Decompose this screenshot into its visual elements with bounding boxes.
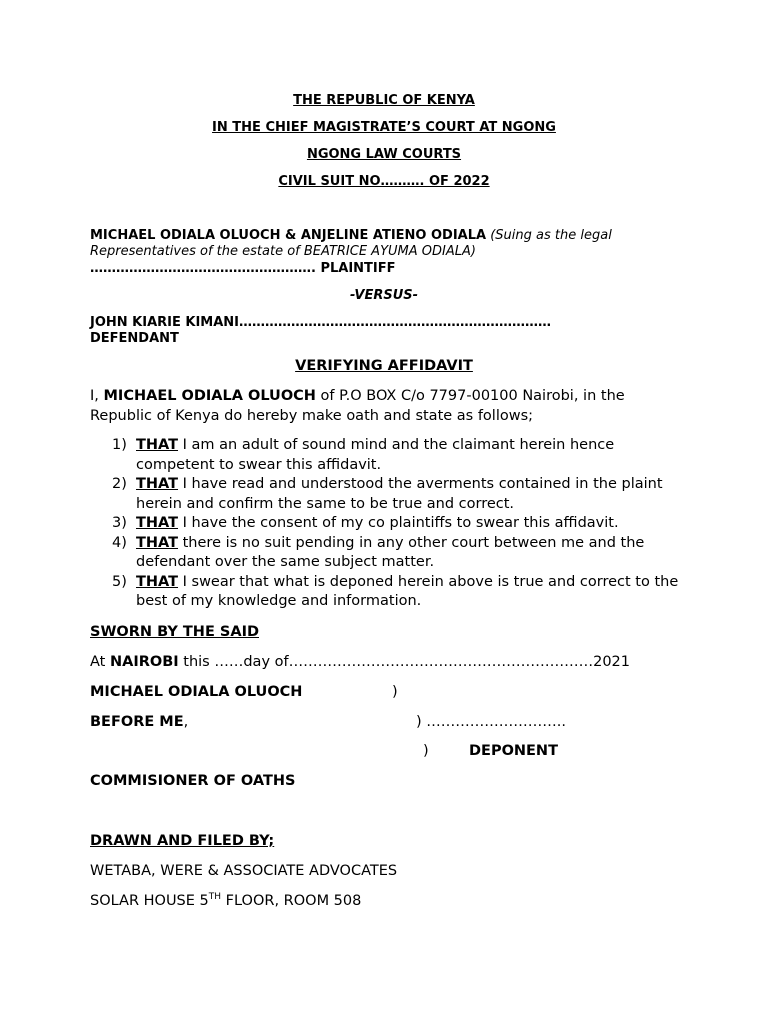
- affidavit-title: VERIFYING AFFIDAVIT: [295, 358, 473, 374]
- deponent-name: MICHAEL ODIALA OLUOCH: [103, 388, 316, 404]
- list-item: [90, 573, 680, 612]
- before-me-line: [90, 713, 188, 732]
- item-number: 3): [112, 515, 127, 531]
- address-superscript: TH: [208, 892, 222, 903]
- intro-rest: of P.O BOX C/o 7797-00100 Nairobi, in the Republic of Kenya do hereby make oath and state as follows;: [90, 388, 625, 424]
- before-me-comma: ,: [183, 714, 189, 730]
- heading-republic: THE REPUBLIC OF KENYA: [293, 93, 475, 108]
- firm-address: [90, 892, 361, 911]
- item-number: 4): [112, 534, 127, 551]
- sworn-by-label: SWORN BY THE SAID: [90, 624, 259, 640]
- heading-law-courts: NGONG LAW COURTS: [306, 147, 462, 162]
- commissioner-label: COMMISIONER OF OATHS: [90, 773, 296, 789]
- at-prefix: At: [90, 654, 110, 670]
- that-keyword: THAT: [136, 534, 179, 551]
- intro-prefix: I,: [90, 388, 104, 404]
- item-text: there is no suit pending in any other court between me and the defendant over the same subject matter.: [136, 534, 645, 570]
- affidavit-intro: [90, 387, 670, 426]
- drawn-filed-title: DRAWN AND FILED BY;: [90, 833, 275, 849]
- address-prefix: SOLAR HOUSE 5: [90, 893, 209, 909]
- heading-court: IN THE CHIEF MAGISTRATE’S COURT AT NGONG: [212, 120, 556, 135]
- list-item: [90, 475, 680, 514]
- jurat-bracket-3: ): [423, 743, 429, 759]
- item-text: I have read and understood the averments contained in the plaint herein and confirm the same to be true and correct.: [136, 476, 663, 512]
- averments-list: [90, 436, 680, 612]
- defendant-line: JOHN KIARIE KIMANI……………………………………………………………… DEFENDANT: [90, 315, 552, 346]
- item-text: I have the consent of my co plaintiffs to swear this affidavit.: [178, 515, 619, 531]
- plaintiffs-note: (Suing as the legal Representatives of the estate of BEATRICE AYUMA ODIALA): [90, 228, 612, 259]
- deponent-label: DEPONENT: [469, 743, 558, 759]
- jurat-name: MICHAEL ODIALA OLUOCH: [90, 684, 303, 700]
- address-rest: FLOOR, ROOM 508: [221, 893, 362, 909]
- heading-suit-number: CIVIL SUIT NO………. OF 2022: [278, 174, 490, 189]
- item-number: 2): [112, 476, 127, 492]
- advocates-firm: WETABA, WERE & ASSOCIATE ADVOCATES: [90, 863, 398, 879]
- before-me-label: BEFORE ME: [90, 714, 184, 730]
- that-keyword: THAT: [136, 476, 179, 492]
- that-keyword: THAT: [136, 515, 179, 531]
- plaintiffs-block: [90, 228, 680, 260]
- signature-line: ) ………………………..: [416, 714, 566, 730]
- that-keyword: THAT: [136, 573, 179, 590]
- sworn-place: NAIROBI: [109, 654, 179, 670]
- list-item: [90, 514, 680, 534]
- jurat-bracket-1: ): [392, 684, 398, 700]
- item-text: I am an adult of sound mind and the claimant herein hence competent to swear this affidavit.: [136, 437, 615, 473]
- list-item: [90, 534, 680, 573]
- list-item: [90, 436, 680, 475]
- plaintiffs-names: MICHAEL ODIALA OLUOCH & ANJELINE ATIENO ODIALA: [90, 228, 487, 243]
- item-number: 5): [112, 573, 127, 590]
- plaintiff-line: ……………………………………………. PLAINTIFF: [90, 261, 396, 276]
- that-keyword: THAT: [136, 437, 179, 453]
- item-number: 1): [112, 437, 127, 453]
- item-text: I swear that what is deponed herein above is true and correct to the best of my knowledge and information.: [136, 573, 679, 609]
- sworn-at-line: [90, 653, 630, 672]
- sworn-date: this ……day of………………………………………………………2021: [178, 654, 631, 670]
- versus-label: -VERSUS-: [349, 288, 419, 303]
